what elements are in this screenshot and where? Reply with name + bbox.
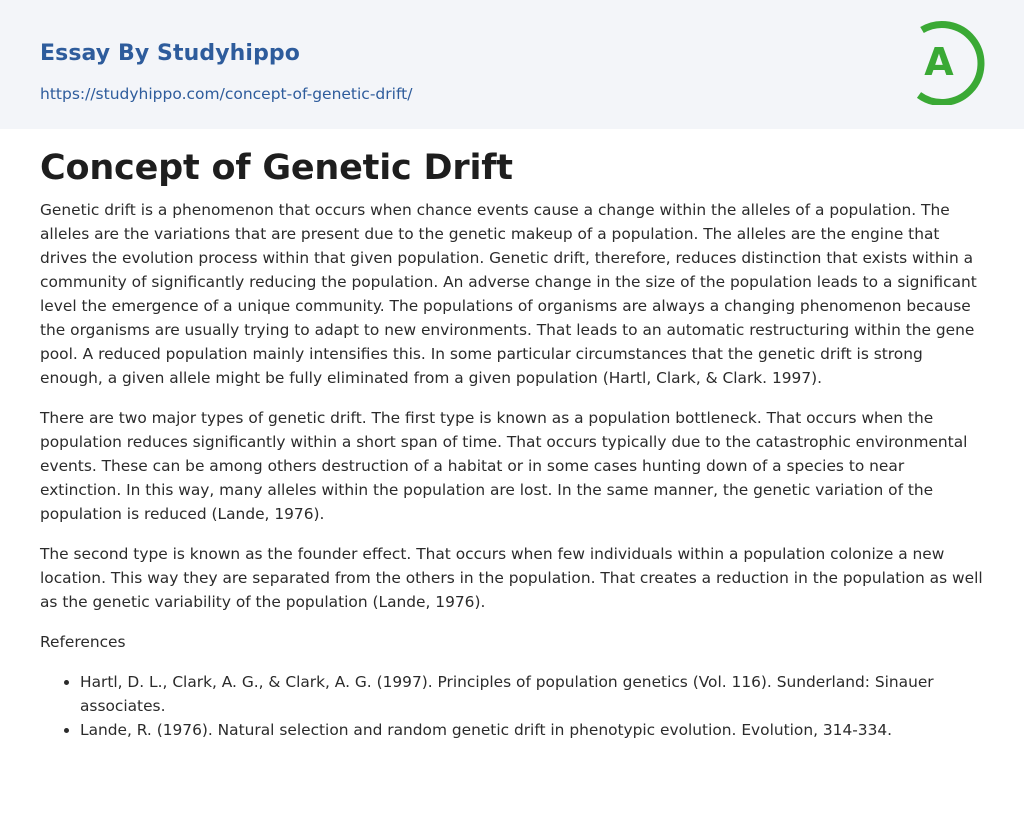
article: [40, 146, 984, 742]
studyhippo-logo-icon[interactable]: [912, 19, 986, 105]
references-list: [40, 670, 984, 742]
article-paragraph: Genetic drift is a phenomenon that occurs when chance events cause a change within the alleles of a population. The alleles are the variations that are present due to the genetic makeup of a population. The alleles are the engine that drives the evolution process within that given population. Genetic drift, therefore, reduces distinction that exists within a community of significantly reducing the population. An adverse change in the size of the population leads to a significant level the emergence of a unique community. The populations of organisms are always a changing phenomenon because the organisms are usually trying to adapt to new environments. That leads to an automatic restructuring within the gene pool. A reduced population mainly intensifies this. In some particular circumstances that the genetic drift is strong enough, a given allele might be fully eliminated from a given population (Hartl, Clark, & Clark. 1997).: [40, 201, 977, 387]
brand-title[interactable]: Essay By Studyhippo: [40, 41, 300, 66]
site-header: [0, 0, 1024, 129]
reference-item: • Lande, R. (1976). Natural selection and random genetic drift in phenotypic evolution. Evolution, 314-334.: [80, 718, 984, 742]
article-paragraph: There are two major types of genetic drift. The first type is known as a population bottleneck. That occurs when the population reduces significantly within a short span of time. That occurs typically due to the catastrophic environmental events. These can be among others destruction of a habitat or in some cases hunting down of a species to near extinction. In this way, many alleles within the population are lost. In the same manner, the genetic variation of the population is reduced (Lande, 1976).: [40, 409, 968, 523]
page-title: Concept of Genetic Drift: [40, 148, 513, 188]
page-url-link[interactable]: https://studyhippo.com/concept-of-genetic-drift/: [40, 85, 413, 103]
logo-letter: A: [924, 40, 954, 84]
reference-item: • Hartl, D. L., Clark, A. G., & Clark, A. G. (1997). Principles of population genetics (Vol. 116). Sunderland: Sinauer associates.: [80, 670, 984, 718]
references-heading: References: [40, 633, 126, 651]
article-paragraph: The second type is known as the founder effect. That occurs when few individuals within a population colonize a new location. This way they are separated from the others in the population. That creates a reduction in the population as well as the genetic variability of the population (Lande, 1976).: [40, 545, 983, 611]
